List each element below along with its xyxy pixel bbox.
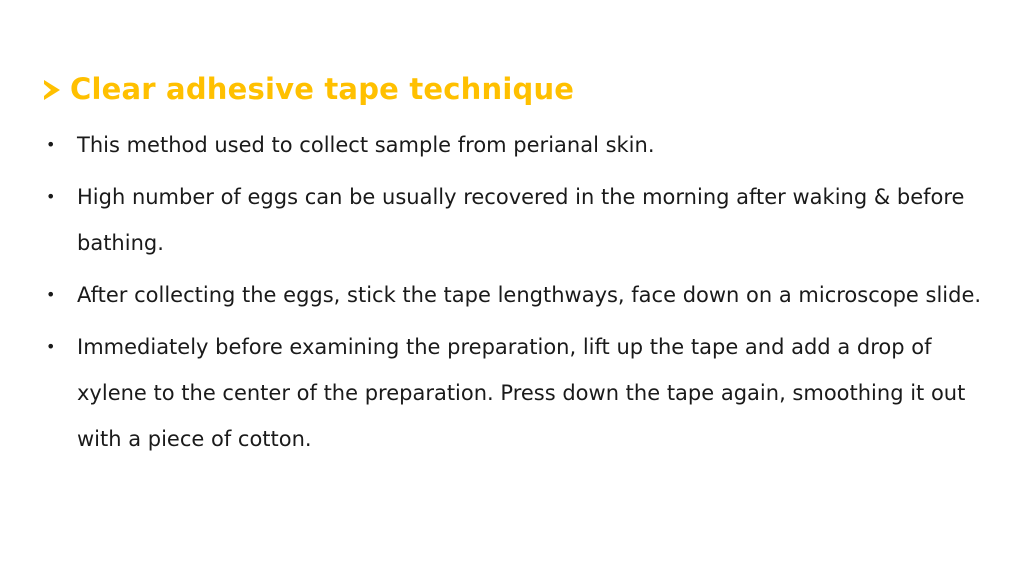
bullet-item bbox=[44, 174, 984, 266]
bullet-dot-icon: • bbox=[46, 337, 56, 356]
bullet-dot-icon: • bbox=[46, 135, 56, 154]
bullet-dot-icon: • bbox=[46, 187, 56, 206]
bullet-item bbox=[44, 324, 984, 462]
heading-text: Clear adhesive tape technique bbox=[70, 72, 575, 106]
bullet-item bbox=[44, 272, 984, 318]
bullet-list bbox=[44, 122, 984, 468]
bullet-dot-icon: • bbox=[46, 285, 56, 304]
arrow-bullet-icon bbox=[44, 80, 60, 100]
bullet-item bbox=[44, 122, 984, 168]
bullet-text: Immediately before examining the preparation, lift up the tape and add a drop of xylene to the center of the preparation. Press down the tape again, smoothing it out with a piece of cotton. bbox=[77, 335, 966, 451]
bullet-text: This method used to collect sample from perianal skin. bbox=[77, 133, 655, 157]
bullet-text: After collecting the eggs, stick the tape lengthways, face down on a microscope slide. bbox=[77, 283, 982, 307]
bullet-text: High number of eggs can be usually recovered in the morning after waking & before bathing. bbox=[77, 185, 965, 255]
slide-heading bbox=[44, 72, 574, 106]
